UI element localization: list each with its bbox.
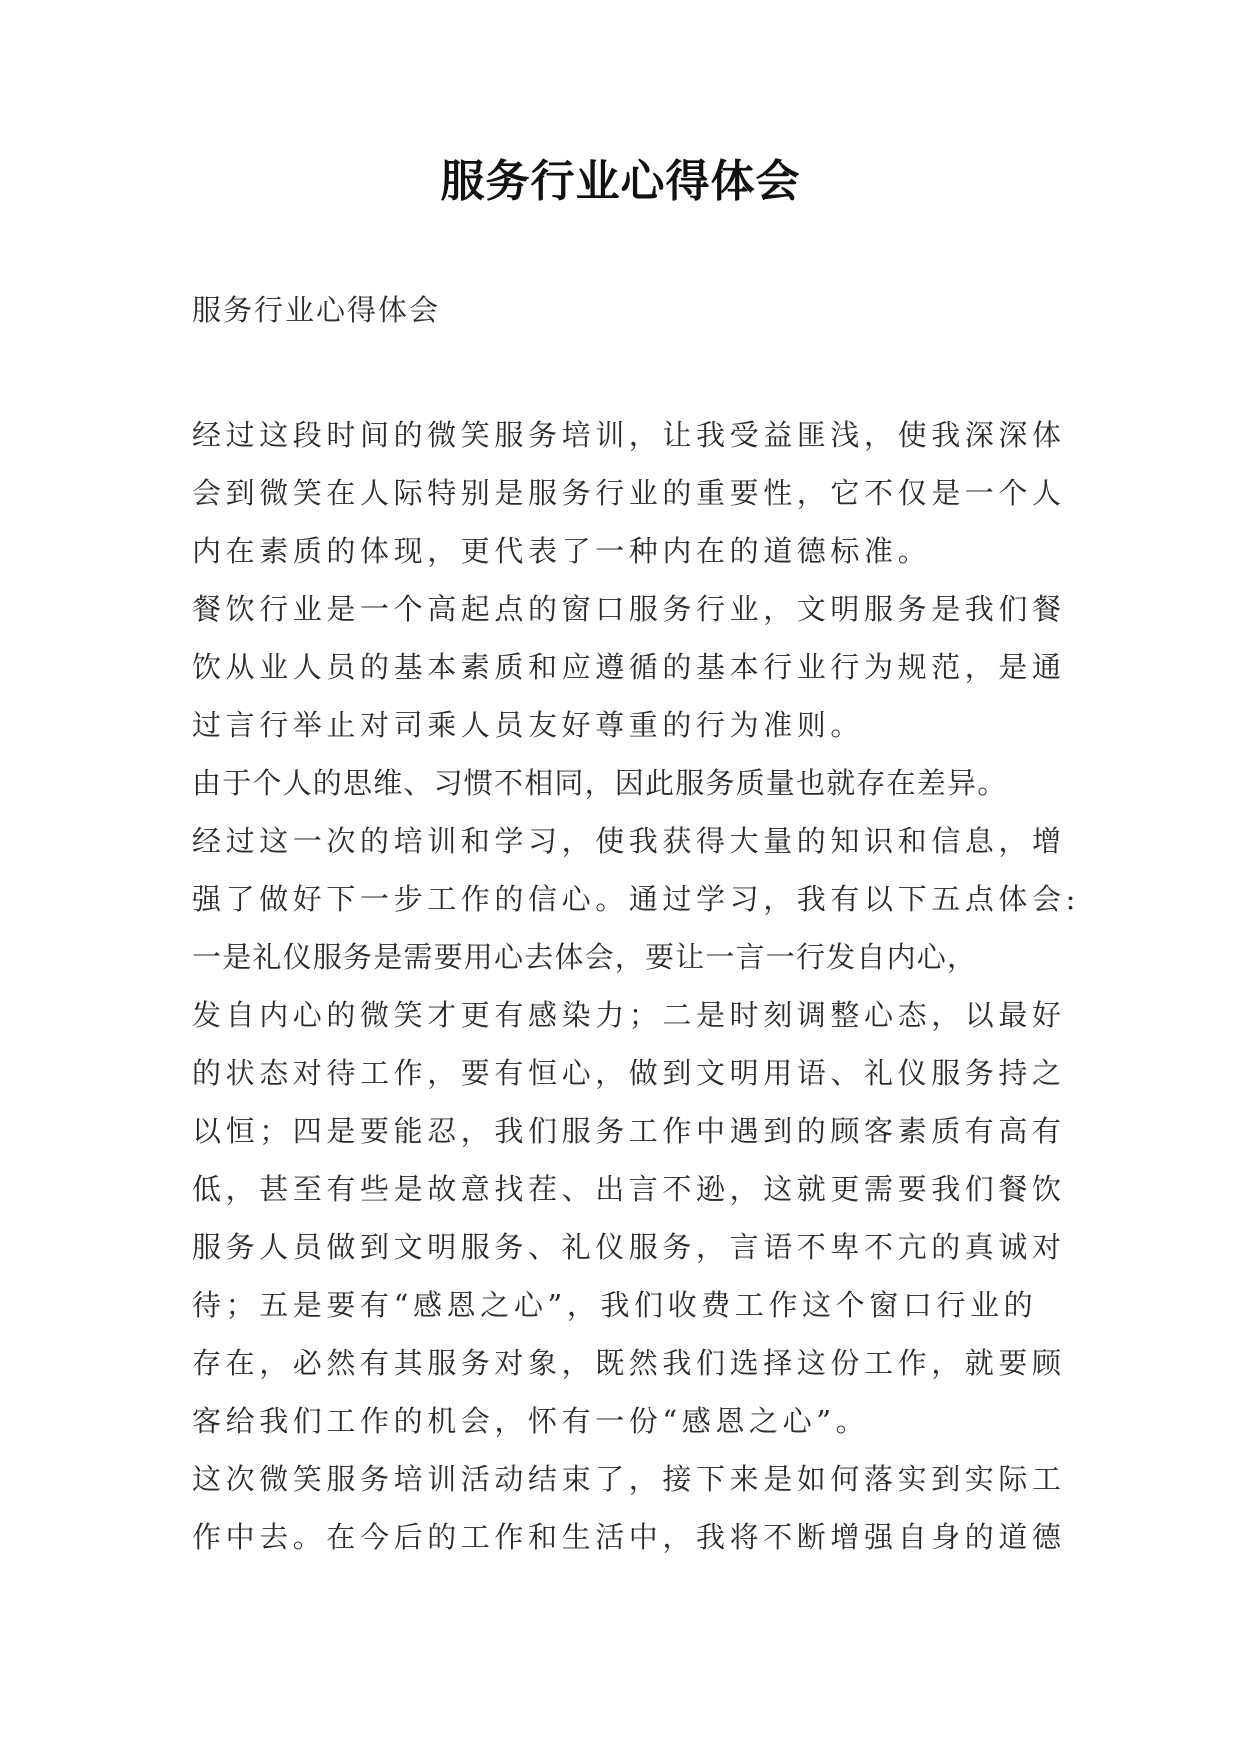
body-line: 的状态对待工作，要有恒心，做到文明用语、礼仪服务持之	[192, 1056, 1066, 1090]
body-line: 作中去。在今后的工作和生活中，我将不断增强自身的道德	[192, 1520, 1066, 1554]
body-line: 内在素质的体现，更代表了一种内在的道德标准。	[192, 534, 932, 568]
body-line: 服务人员做到文明服务、礼仪服务，言语不卑不亢的真诚对	[192, 1230, 1066, 1264]
body-line: 经过这一次的培训和学习，使我获得大量的知识和信息，增	[192, 824, 1066, 858]
body-line: 饮从业人员的基本素质和应遵循的基本行业行为规范，是通	[192, 650, 1066, 684]
body-line: 一是礼仪服务是需要用心去体会，要让一言一行发自内心，	[192, 940, 978, 974]
document-subtitle: 服务行业心得体会	[192, 293, 441, 327]
body-line: 这次微笑服务培训活动结束了，接下来是如何落实到实际工	[192, 1462, 1066, 1496]
body-line: 会到微笑在人际特别是服务行业的重要性，它不仅是一个人	[192, 476, 1066, 510]
body-line: 经过这段时间的微笑服务培训，让我受益匪浅，使我深深体	[192, 418, 1066, 452]
body-line: 以恒；四是要能忍，我们服务工作中遇到的顾客素质有高有	[192, 1114, 1066, 1148]
body-line: 过言行举止对司乘人员友好尊重的行为准则。	[192, 708, 865, 742]
body-line: 发自内心的微笑才更有感染力；二是时刻调整心态，以最好	[192, 998, 1066, 1032]
body-line: 存在，必然有其服务对象，既然我们选择这份工作，就要顾	[192, 1346, 1066, 1380]
body-line: 客给我们工作的机会，怀有一份“感恩之心”。	[192, 1404, 870, 1438]
body-line: 强了做好下一步工作的信心。通过学习，我有以下五点体会:	[192, 882, 1080, 916]
document-title: 服务行业心得体会	[440, 156, 801, 207]
body-line: 待；五是要有“感恩之心”，我们收费工作这个窗口行业的	[192, 1288, 1038, 1322]
document-body	[192, 406, 1080, 1566]
body-line: 餐饮行业是一个高起点的窗口服务行业，文明服务是我们餐	[192, 592, 1066, 626]
body-line: 由于个人的思维、习惯不相同，因此服务质量也就存在差异。	[192, 766, 1008, 800]
body-line: 低，甚至有些是故意找茬、出言不逊，这就更需要我们餐饮	[192, 1172, 1066, 1206]
